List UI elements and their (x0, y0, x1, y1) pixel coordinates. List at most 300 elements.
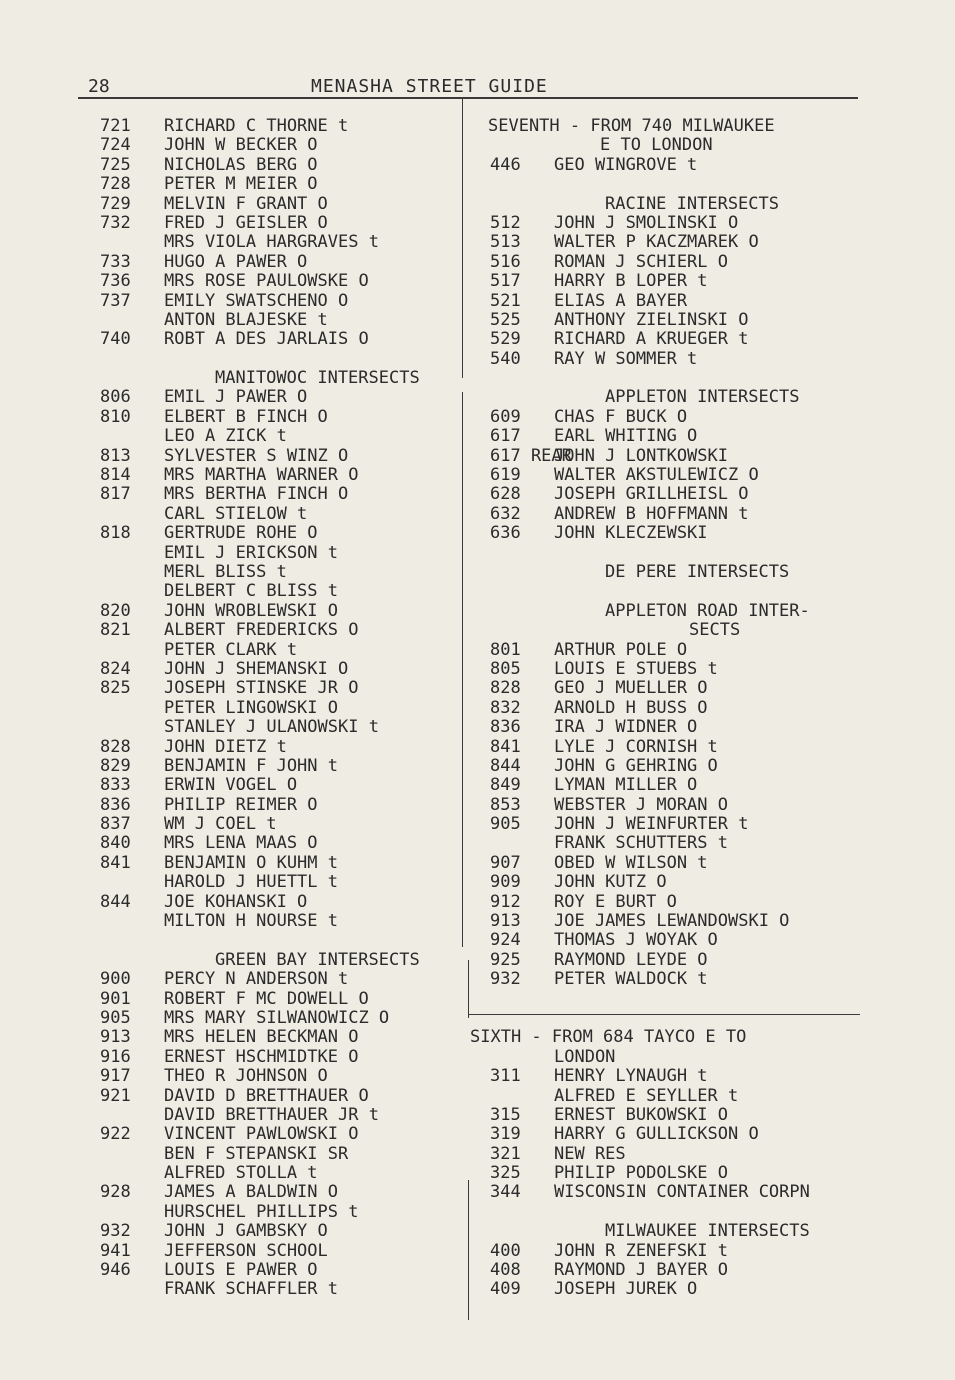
house-number: 832 (490, 697, 521, 718)
resident-name: DAVID D BRETTHAUER O (164, 1085, 369, 1106)
resident-name: MRS VIOLA HARGRAVES t (164, 232, 379, 253)
directory-entry (100, 505, 468, 524)
resident-name: JOSEPH JUREK O (554, 1279, 698, 1300)
house-number: 517 (490, 271, 521, 292)
directory-entry (100, 1067, 468, 1086)
resident-name: THEO R JOHNSON O (164, 1066, 328, 1087)
resident-name: NEW RES (554, 1143, 626, 1164)
resident-name: ERNEST BUKOWSKI O (554, 1104, 728, 1125)
house-number: 513 (490, 232, 521, 253)
house-number: 840 (100, 833, 131, 854)
resident-name: JOHN G GEHRING O (554, 755, 718, 776)
resident-name: MRS LENA MAAS O (164, 833, 318, 854)
page-number: 28 (88, 76, 110, 97)
house-number: 529 (490, 329, 521, 350)
page-title: MENASHA STREET GUIDE (311, 76, 548, 97)
directory-entry (100, 1222, 468, 1241)
directory-entry (100, 931, 468, 950)
resident-name: LYMAN MILLER O (554, 775, 698, 796)
resident-name: JEFFERSON SCHOOL (164, 1240, 328, 1261)
resident-name: GREEN BAY INTERSECTS (215, 949, 420, 970)
directory-entry (100, 679, 468, 698)
resident-name: RICHARD C THORNE t (164, 116, 349, 136)
directory-entry (100, 990, 468, 1009)
house-number: 409 (490, 1279, 521, 1300)
directory-entry (470, 292, 880, 311)
directory-entry (100, 233, 468, 252)
house-number: 724 (100, 135, 131, 156)
resident-name: JOHN J WEINFURTER t (554, 814, 749, 835)
house-number (100, 699, 164, 718)
resident-name: DELBERT C BLISS t (164, 581, 338, 602)
resident-name: ROMAN J SCHIERL O (554, 251, 728, 272)
resident-name: FRANK SCHAFFLER t (164, 1279, 338, 1300)
house-number: 321 (490, 1143, 521, 1164)
directory-entry (100, 738, 468, 757)
resident-name: MRS ROSE PAULOWSKE O (164, 271, 369, 292)
resident-name: APPLETON ROAD INTER- (605, 600, 810, 621)
directory-entry (100, 408, 468, 427)
resident-name: ALFRED STOLLA t (164, 1163, 318, 1184)
directory-entry (470, 699, 880, 718)
directory-entry (470, 679, 880, 698)
house-number (100, 427, 164, 446)
resident-name: HARRY G GULLICKSON O (554, 1124, 759, 1145)
resident-name: MELVIN F GRANT O (164, 193, 328, 214)
directory-entry (100, 544, 468, 563)
resident-name: ROBERT F MC DOWELL O (164, 988, 369, 1009)
house-number (100, 563, 164, 582)
directory-entry (100, 175, 468, 194)
house-number: 801 (490, 639, 521, 660)
house-number: 932 (100, 1221, 131, 1242)
directory-entry (100, 214, 468, 233)
house-number: 325 (490, 1163, 521, 1184)
house-number: 806 (100, 387, 131, 408)
house-number (100, 1203, 164, 1222)
directory-entry (100, 718, 468, 737)
directory-entry (470, 912, 880, 931)
directory-entry (470, 272, 880, 291)
directory-entry (100, 563, 468, 582)
resident-name: CARL STIELOW t (164, 503, 308, 524)
house-number: 814 (100, 465, 131, 486)
directory-entry (100, 815, 468, 834)
directory-entry (470, 447, 880, 466)
house-number: 833 (100, 775, 131, 796)
directory-entry (470, 427, 880, 446)
house-number (470, 1009, 554, 1028)
house-number: 909 (490, 872, 521, 893)
house-number: 928 (100, 1182, 131, 1203)
resident-name: ANDREW B HOFFMANN t (554, 503, 749, 524)
directory-entry (470, 1125, 880, 1144)
directory-entry (470, 350, 880, 369)
directory-entry (100, 524, 468, 543)
directory-entry (100, 854, 468, 873)
intersection-heading (470, 195, 880, 214)
house-number: 521 (490, 290, 521, 311)
house-number: 446 (490, 154, 521, 175)
directory-entry (100, 330, 468, 349)
street-heading (470, 1028, 880, 1047)
house-number: 837 (100, 814, 131, 835)
house-number (100, 1280, 164, 1299)
resident-name: PETER M MEIER O (164, 174, 318, 195)
resident-name: THOMAS J WOYAK O (554, 930, 718, 951)
directory-entry (100, 776, 468, 795)
house-number: 805 (490, 658, 521, 679)
resident-name: HURSCHEL PHILLIPS t (164, 1201, 359, 1222)
resident-name: HUGO A PAWER O (164, 251, 308, 272)
house-number: 512 (490, 212, 521, 233)
resident-name: ALFRED E SEYLLER t (554, 1085, 739, 1106)
house-number (100, 505, 164, 524)
resident-name: MRS MARTHA WARNER O (164, 465, 359, 486)
column-divider (468, 960, 469, 1018)
resident-name: ERNEST HSCHMIDTKE O (164, 1046, 359, 1067)
directory-entry (100, 660, 468, 679)
directory-entry (470, 233, 880, 252)
directory-entry (100, 1125, 468, 1144)
house-number: 516 (490, 251, 521, 272)
house-number (470, 175, 554, 194)
resident-name: ELBERT B FINCH O (164, 406, 328, 427)
house-number: 946 (100, 1260, 131, 1281)
resident-name: RACINE INTERSECTS (605, 193, 779, 214)
resident-name: HARRY B LOPER t (554, 271, 708, 292)
house-number: 905 (490, 814, 521, 835)
house-number: 922 (100, 1124, 131, 1145)
resident-name: MRS BERTHA FINCH O (164, 484, 349, 505)
house-number: 813 (100, 445, 131, 466)
directory-entry (100, 1164, 468, 1183)
resident-name: BENJAMIN F JOHN t (164, 755, 338, 776)
resident-name: JAMES A BALDWIN O (164, 1182, 338, 1203)
directory-entry (470, 873, 880, 892)
house-number (100, 641, 164, 660)
house-number: 732 (100, 212, 131, 233)
house-number: 905 (100, 1007, 131, 1028)
column-divider (468, 1180, 469, 1320)
house-number: 315 (490, 1104, 521, 1125)
street-heading (470, 117, 880, 136)
resident-name: EMILY SWATSCHENO O (164, 290, 349, 311)
directory-entry (100, 970, 468, 989)
resident-name: ARNOLD H BUSS O (554, 697, 708, 718)
house-number: 729 (100, 193, 131, 214)
resident-name: GEO WINGROVE t (554, 154, 698, 175)
house-number: 733 (100, 251, 131, 272)
directory-entry (470, 1203, 880, 1222)
house-number: 913 (490, 911, 521, 932)
resident-name: ROY E BURT O (554, 891, 677, 912)
resident-name: WM J COEL t (164, 814, 277, 835)
house-number: 828 (490, 678, 521, 699)
header-rule (78, 97, 858, 99)
directory-entry (470, 156, 880, 175)
house-number (100, 1106, 164, 1125)
resident-name: JOHN J LONTKOWSKI (554, 445, 728, 466)
intersection-heading (470, 563, 880, 582)
directory-entry (470, 970, 880, 989)
resident-name: JOHN KLECZEWSKI (554, 523, 708, 544)
directory-entry (470, 776, 880, 795)
directory-entry (100, 1242, 468, 1261)
intersection-heading (100, 369, 468, 388)
house-number: 853 (490, 794, 521, 815)
directory-entry (100, 796, 468, 815)
resident-name: RAYMOND LEYDE O (554, 949, 708, 970)
directory-entry (100, 873, 468, 892)
house-number: 821 (100, 620, 131, 641)
directory-entry (470, 641, 880, 660)
house-number: 725 (100, 154, 131, 175)
resident-name: PHILIP REIMER O (164, 794, 318, 815)
house-number (470, 1087, 554, 1106)
resident-name: JOHN KUTZ O (554, 872, 667, 893)
resident-name: JOSEPH STINSKE JR O (164, 678, 359, 699)
resident-name: ANTON BLAJESKE t (164, 309, 328, 330)
house-number (100, 1145, 164, 1164)
house-number: 740 (100, 329, 131, 350)
directory-entry (470, 369, 880, 388)
directory-entry (100, 485, 468, 504)
directory-entry (100, 350, 468, 369)
directory-entry (470, 466, 880, 485)
house-number: 632 (490, 503, 521, 524)
resident-name: ROBT A DES JARLAIS O (164, 329, 369, 350)
resident-name: JOE JAMES LEWANDOWSKI O (554, 911, 790, 932)
resident-name: MRS HELEN BECKMAN O (164, 1027, 359, 1048)
house-number: 400 (490, 1240, 521, 1261)
directory-entry (470, 175, 880, 194)
resident-name: NICHOLAS BERG O (164, 154, 318, 175)
resident-name: MRS MARY SILWANOWICZ O (164, 1007, 390, 1028)
resident-name: JOHN J SMOLINSKI O (554, 212, 739, 233)
house-number: 810 (100, 406, 131, 427)
house-number: 900 (100, 969, 131, 990)
resident-name: E TO LONDON (600, 135, 713, 156)
house-number (100, 350, 164, 369)
house-number: 932 (490, 969, 521, 990)
resident-name: FRED J GEISLER O (164, 212, 328, 233)
resident-name: LOUIS E PAWER O (164, 1260, 318, 1281)
resident-name: PETER CLARK t (164, 639, 298, 660)
directory-entry (470, 485, 880, 504)
house-number: 311 (490, 1066, 521, 1087)
house-number: 916 (100, 1046, 131, 1067)
resident-name: JOSEPH GRILLHEISL O (554, 484, 749, 505)
directory-entry (470, 253, 880, 272)
house-number: 525 (490, 309, 521, 330)
directory-entry (470, 1183, 880, 1202)
house-number (470, 136, 600, 155)
resident-name: ALBERT FREDERICKS O (164, 620, 359, 641)
house-number: 836 (490, 717, 521, 738)
house-number: 844 (490, 755, 521, 776)
directory-entry (470, 854, 880, 873)
house-number: 841 (100, 852, 131, 873)
house-number: 912 (490, 891, 521, 912)
house-number: 736 (100, 271, 131, 292)
resident-name: JOHN DIETZ t (164, 736, 287, 757)
directory-entry (100, 1087, 468, 1106)
directory-entry (470, 214, 880, 233)
house-number (470, 369, 554, 388)
directory-entry (100, 447, 468, 466)
resident-name: FRANK SCHUTTERS t (554, 833, 728, 854)
resident-name: LONDON (554, 1046, 616, 1067)
directory-entry (100, 136, 468, 155)
resident-name: SIXTH - FROM 684 TAYCO E TO (470, 1027, 747, 1048)
directory-entry (470, 815, 880, 834)
directory-entry (100, 699, 468, 718)
house-number: 924 (490, 930, 521, 951)
resident-name: BEN F STEPANSKI SR (164, 1143, 349, 1164)
resident-name: JOHN W BECKER O (164, 135, 318, 156)
resident-name: HENRY LYNAUGH t (554, 1066, 708, 1087)
resident-name: MILTON H NOURSE t (164, 911, 338, 932)
house-number (470, 582, 554, 601)
directory-entry (470, 1145, 880, 1164)
house-number: 820 (100, 600, 131, 621)
directory-entry (470, 582, 880, 601)
directory-entry (100, 641, 468, 660)
house-number: 907 (490, 852, 521, 873)
house-number: 824 (100, 658, 131, 679)
directory-entry (470, 660, 880, 679)
house-number: 828 (100, 736, 131, 757)
resident-name: GERTRUDE ROHE O (164, 523, 318, 544)
directory-entry (100, 1145, 468, 1164)
house-number (470, 621, 605, 640)
directory-entry (100, 466, 468, 485)
resident-name: PETER WALDOCK t (554, 969, 708, 990)
resident-name: LEO A ZICK t (164, 426, 287, 447)
resident-name: ANTHONY ZIELINSKI O (554, 309, 749, 330)
directory-entry (470, 990, 880, 1009)
house-number: 836 (100, 794, 131, 815)
house-number (100, 311, 164, 330)
directory-entry (100, 1183, 468, 1202)
house-number: 829 (100, 755, 131, 776)
resident-name: WEBSTER J MORAN O (554, 794, 728, 815)
house-number: 728 (100, 174, 131, 195)
resident-name: MANITOWOC INTERSECTS (215, 368, 420, 389)
resident-name: JOE KOHANSKI O (164, 891, 308, 912)
directory-entry (470, 834, 880, 853)
house-number: 917 (100, 1066, 131, 1087)
house-number (100, 544, 164, 563)
resident-name: PHILIP PODOLSKE O (554, 1163, 728, 1184)
house-number: 921 (100, 1085, 131, 1106)
resident-name: DAVID BRETTHAUER JR t (164, 1104, 379, 1125)
directory-entry (470, 621, 880, 640)
directory-entry (100, 834, 468, 853)
resident-name: STANLEY J ULANOWSKI t (164, 717, 379, 738)
resident-name: LOUIS E STUEBS t (554, 658, 718, 679)
intersection-heading (470, 602, 880, 621)
resident-name: EMIL J PAWER O (164, 387, 308, 408)
resident-name: PERCY N ANDERSON t (164, 969, 349, 990)
resident-name: SECTS (689, 620, 741, 641)
house-number: 617 REAR (490, 445, 572, 466)
house-number (470, 1203, 554, 1222)
house-number: 901 (100, 988, 131, 1009)
directory-entry (470, 796, 880, 815)
resident-name: WALTER P KACZMAREK O (554, 232, 759, 253)
resident-name: CHAS F BUCK O (554, 406, 688, 427)
directory-entry (100, 195, 468, 214)
directory-entry (100, 253, 468, 272)
house-number (100, 873, 164, 892)
house-number: 319 (490, 1124, 521, 1145)
resident-name: MERL BLISS t (164, 561, 287, 582)
resident-name: PETER LINGOWSKI O (164, 697, 338, 718)
directory-entry (470, 1280, 880, 1299)
resident-name: RAY W SOMMER t (554, 348, 698, 369)
house-number (470, 990, 554, 1009)
house-number: 344 (490, 1182, 521, 1203)
resident-name: VINCENT PAWLOWSKI O (164, 1124, 359, 1145)
directory-entry (470, 1164, 880, 1183)
resident-name: LYLE J CORNISH t (554, 736, 718, 757)
resident-name: WISCONSIN CONTAINER CORPN (554, 1182, 810, 1203)
directory-entry (100, 893, 468, 912)
house-number: 636 (490, 523, 521, 544)
directory-entry (470, 330, 880, 349)
resident-name: JOHN R ZENEFSKI t (554, 1240, 728, 1261)
directory-entry (100, 156, 468, 175)
directory-entry (100, 427, 468, 446)
resident-name: HAROLD J HUETTL t (164, 872, 338, 893)
directory-entry (100, 1203, 468, 1222)
directory-entry (470, 505, 880, 524)
house-number (470, 834, 554, 853)
directory-entry (100, 1048, 468, 1067)
directory-entry (470, 893, 880, 912)
directory-entry (100, 1028, 468, 1047)
resident-name: ERWIN VOGEL O (164, 775, 298, 796)
directory-entry (470, 738, 880, 757)
house-number: 941 (100, 1240, 131, 1261)
right-column (470, 117, 880, 1300)
resident-name: GEO J MUELLER O (554, 678, 708, 699)
resident-name: DE PERE INTERSECTS (605, 561, 790, 582)
resident-name: WALTER AKSTULEWICZ O (554, 465, 759, 486)
directory-entry (100, 582, 468, 601)
resident-name: IRA J WIDNER O (554, 717, 698, 738)
resident-name: EMIL J ERICKSON t (164, 542, 338, 563)
house-number (470, 1048, 554, 1067)
resident-name: OBED W WILSON t (554, 852, 708, 873)
directory-entry (470, 136, 880, 155)
house-number: 913 (100, 1027, 131, 1048)
resident-name: ELIAS A BAYER (554, 290, 688, 311)
directory-entry (470, 524, 880, 543)
directory-entry (100, 388, 468, 407)
directory-entry (470, 1242, 880, 1261)
directory-entry (100, 1009, 468, 1028)
resident-name: APPLETON INTERSECTS (605, 387, 800, 408)
resident-name: JOHN WROBLEWSKI O (164, 600, 338, 621)
house-number: 721 (100, 116, 131, 136)
directory-entry (100, 621, 468, 640)
directory-entry (100, 1106, 468, 1125)
house-number: 737 (100, 290, 131, 311)
house-number: 628 (490, 484, 521, 505)
